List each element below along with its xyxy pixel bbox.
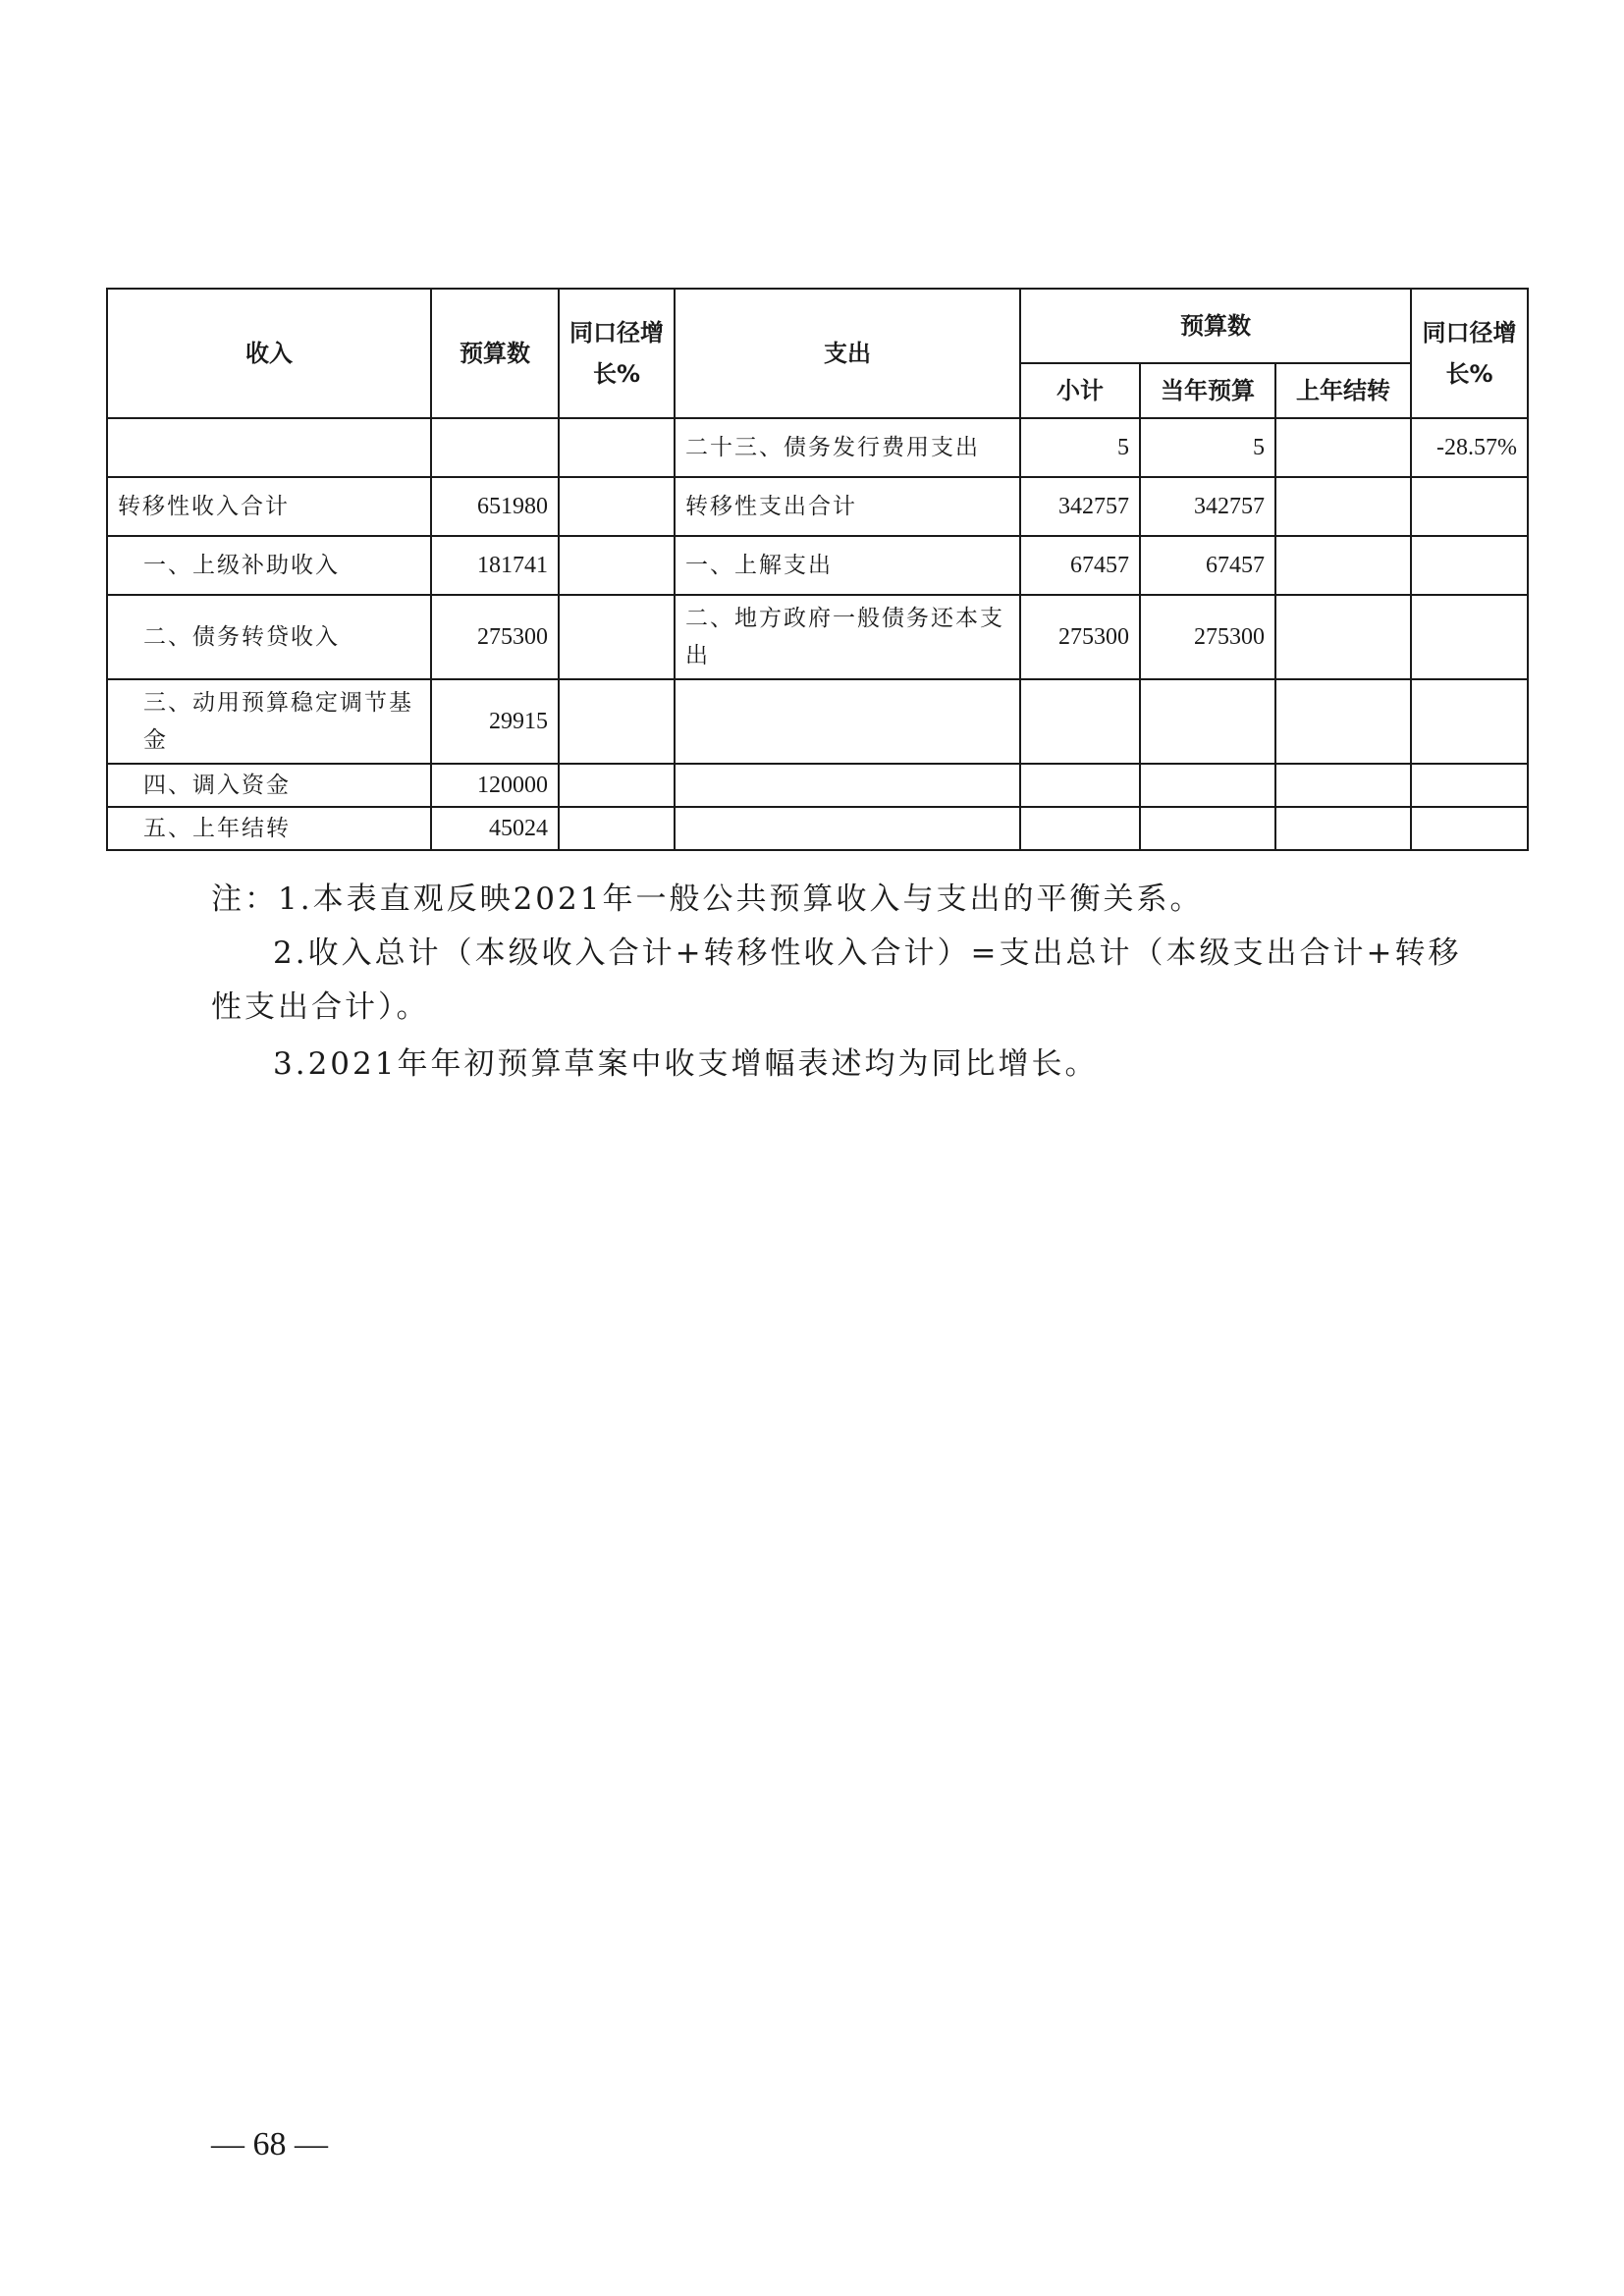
income-item: 一、上级补助收入 xyxy=(107,536,431,595)
expense-current-value xyxy=(1140,807,1275,850)
expense-carryover-value xyxy=(1275,764,1411,807)
expense-carryover-value xyxy=(1275,418,1411,477)
income-budget-value: 120000 xyxy=(431,764,559,807)
expense-growth-value xyxy=(1411,764,1528,807)
expense-growth-value: -28.57% xyxy=(1411,418,1528,477)
expense-carryover-value xyxy=(1275,595,1411,679)
income-budget-value: 29915 xyxy=(431,679,559,764)
expense-subtotal-value: 275300 xyxy=(1020,595,1140,679)
expense-subtotal-value: 342757 xyxy=(1020,477,1140,536)
budget-balance-table xyxy=(106,288,1529,851)
note-line-3: 性支出合计）。 xyxy=(211,989,430,1025)
table-row xyxy=(107,764,1528,807)
expense-subtotal-value xyxy=(1020,679,1140,764)
income-item: 三、动用预算稳定调节基金 xyxy=(107,679,431,764)
table-row xyxy=(107,536,1528,595)
income-item: 转移性收入合计 xyxy=(107,477,431,536)
expense-item: 转移性支出合计 xyxy=(675,477,1020,536)
expense-subtotal-value: 5 xyxy=(1020,418,1140,477)
header-income: 收入 xyxy=(107,289,431,418)
expense-carryover-value xyxy=(1275,536,1411,595)
note-line-1: 注：1.本表直观反映2021年一般公共预算收入与支出的平衡关系。 xyxy=(211,881,1204,917)
table-row xyxy=(107,679,1528,764)
table-row xyxy=(107,418,1528,477)
income-growth-value xyxy=(559,807,675,850)
note-line-2: 2.收入总计（本级收入合计+转移性收入合计）=支出总计（本级支出合计+转移 xyxy=(273,935,1462,971)
income-item xyxy=(107,418,431,477)
header-expense: 支出 xyxy=(675,289,1020,418)
expense-growth-value xyxy=(1411,477,1528,536)
income-growth-value xyxy=(559,418,675,477)
expense-carryover-value xyxy=(1275,679,1411,764)
expense-growth-value xyxy=(1411,595,1528,679)
expense-current-value: 275300 xyxy=(1140,595,1275,679)
income-budget-value: 275300 xyxy=(431,595,559,679)
expense-current-value: 342757 xyxy=(1140,477,1275,536)
expense-item: 二十三、债务发行费用支出 xyxy=(675,418,1020,477)
header-expense-growth: 同口径增长% xyxy=(1411,289,1528,418)
header-subtotal: 小计 xyxy=(1020,363,1140,418)
expense-item: 一、上解支出 xyxy=(675,536,1020,595)
expense-current-value xyxy=(1140,764,1275,807)
expense-item xyxy=(675,807,1020,850)
income-budget-value: 181741 xyxy=(431,536,559,595)
income-item: 四、调入资金 xyxy=(107,764,431,807)
expense-growth-value xyxy=(1411,807,1528,850)
expense-item: 二、地方政府一般债务还本支出 xyxy=(675,595,1020,679)
income-budget-value: 651980 xyxy=(431,477,559,536)
expense-current-value xyxy=(1140,679,1275,764)
header-expense-budget: 预算数 xyxy=(1020,289,1411,363)
expense-subtotal-value: 67457 xyxy=(1020,536,1140,595)
page-number: — 68 — xyxy=(211,2126,328,2163)
table-row xyxy=(107,477,1528,536)
header-income-budget: 预算数 xyxy=(431,289,559,418)
income-growth-value xyxy=(559,679,675,764)
expense-item xyxy=(675,764,1020,807)
expense-growth-value xyxy=(1411,679,1528,764)
income-growth-value xyxy=(559,536,675,595)
expense-growth-value xyxy=(1411,536,1528,595)
income-item: 五、上年结转 xyxy=(107,807,431,850)
income-growth-value xyxy=(559,477,675,536)
income-budget-value xyxy=(431,418,559,477)
income-growth-value xyxy=(559,595,675,679)
expense-subtotal-value xyxy=(1020,807,1140,850)
expense-subtotal-value xyxy=(1020,764,1140,807)
note-line-4: 3.2021年年初预算草案中收支增幅表述均为同比增长。 xyxy=(273,1046,1099,1082)
table-row xyxy=(107,595,1528,679)
income-budget-value: 45024 xyxy=(431,807,559,850)
expense-carryover-value xyxy=(1275,807,1411,850)
header-carryover: 上年结转 xyxy=(1275,363,1411,418)
expense-item xyxy=(675,679,1020,764)
table-row xyxy=(107,807,1528,850)
income-growth-value xyxy=(559,764,675,807)
header-current-budget: 当年预算 xyxy=(1140,363,1275,418)
income-item: 二、债务转贷收入 xyxy=(107,595,431,679)
expense-current-value: 67457 xyxy=(1140,536,1275,595)
header-income-growth: 同口径增长% xyxy=(559,289,675,418)
expense-carryover-value xyxy=(1275,477,1411,536)
expense-current-value: 5 xyxy=(1140,418,1275,477)
